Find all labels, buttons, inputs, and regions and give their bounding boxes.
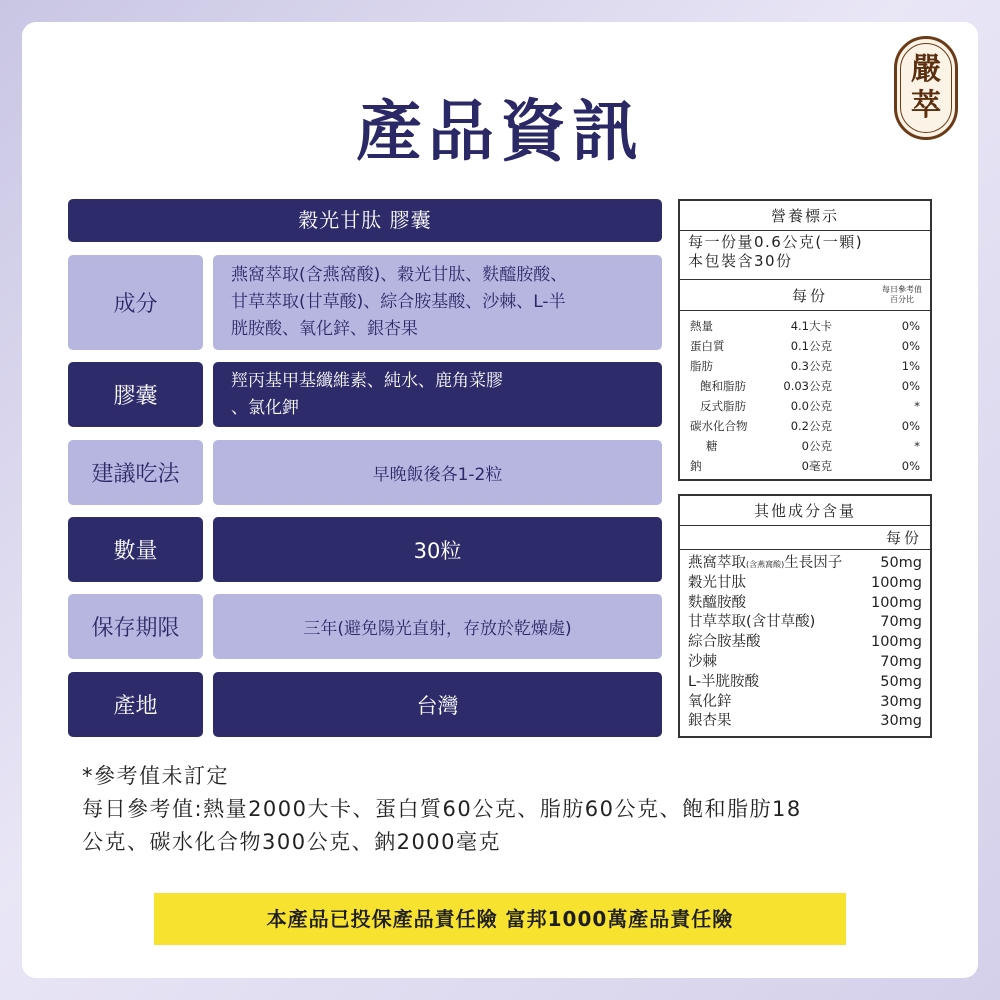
nutrition-serving bbox=[680, 231, 930, 280]
other-row bbox=[680, 653, 930, 673]
note-line-3: 公克、碳水化合物300公克、鈉2000毫克 bbox=[82, 830, 502, 854]
quantity-row bbox=[68, 517, 662, 582]
nutrient-name: 鈉 bbox=[690, 459, 702, 473]
note-line-2: 每日參考值:熱量2000大卡、蛋白質60公克、脂肪60公克、飽和脂肪18 bbox=[82, 797, 802, 821]
ingredients-row bbox=[68, 255, 662, 350]
daily-ref-header bbox=[882, 285, 922, 305]
capsule-line-1: 羥丙基甲基纖維素、純水、鹿角菜膠 bbox=[231, 370, 503, 391]
other-ingredients-table bbox=[678, 494, 932, 738]
other-per-serving: 每份 bbox=[680, 526, 930, 550]
other-name-part: 燕窩萃取 bbox=[688, 555, 746, 571]
nutrition-row bbox=[680, 316, 930, 336]
nutrition-row bbox=[680, 396, 930, 416]
nutrition-row bbox=[680, 336, 930, 356]
nutrient-percent: 0% bbox=[901, 459, 920, 473]
seal-char-1: 嚴 bbox=[911, 52, 941, 87]
other-amount: 100mg bbox=[870, 594, 922, 611]
other-amount: 70mg bbox=[880, 614, 922, 631]
seal-inner bbox=[900, 43, 952, 133]
other-amount: 100mg bbox=[870, 574, 922, 591]
nutrient-amount: 0.3公克 bbox=[790, 359, 832, 373]
nutrient-percent: 0% bbox=[901, 379, 920, 393]
nutrient-percent: 0% bbox=[901, 419, 920, 433]
capsule-row bbox=[68, 362, 662, 427]
daily-ref-line-2: 百分比 bbox=[890, 295, 914, 304]
nutrient-percent: 0% bbox=[901, 319, 920, 333]
quantity-label: 數量 bbox=[68, 517, 203, 582]
nutrient-percent: 1% bbox=[901, 359, 920, 373]
nutrient-name: 反式脂肪 bbox=[700, 399, 746, 413]
nutrition-header bbox=[680, 280, 930, 311]
brand-seal-logo bbox=[894, 36, 958, 140]
origin-row bbox=[68, 672, 662, 737]
usage-label: 建議吃法 bbox=[68, 440, 203, 505]
other-name: 銀杏果 bbox=[688, 713, 732, 730]
origin-value: 台灣 bbox=[213, 672, 662, 737]
nutrient-name: 蛋白質 bbox=[690, 339, 725, 353]
ingredients-line-2: 甘草萃取(甘草酸)、綜合胺基酸、沙棘、L-半 bbox=[231, 292, 566, 312]
ingredients-label: 成分 bbox=[68, 255, 203, 350]
other-row bbox=[680, 673, 930, 693]
other-name: 麩醯胺酸 bbox=[688, 594, 746, 611]
quantity-value: 30粒 bbox=[213, 517, 662, 582]
ingredients-line-3: 胱胺酸、氧化鋅、銀杏果 bbox=[231, 319, 418, 339]
shelf-life-value: 三年(避免陽光直射，存放於乾燥處) bbox=[213, 594, 662, 659]
other-row bbox=[680, 613, 930, 633]
nutrient-name: 碳水化合物 bbox=[690, 419, 748, 433]
nutrition-row bbox=[680, 356, 930, 376]
other-row bbox=[680, 594, 930, 614]
other-name: L-半胱胺酸 bbox=[688, 673, 760, 690]
other-rows bbox=[680, 550, 930, 732]
other-amount: 30mg bbox=[880, 713, 922, 730]
nutrient-amount: 0.0公克 bbox=[790, 399, 832, 413]
nutrient-amount: 0公克 bbox=[801, 439, 832, 453]
other-amount: 70mg bbox=[880, 653, 922, 670]
other-name: 氧化鋅 bbox=[688, 693, 732, 710]
serving-size: 每一份量0.6公克(一顆) bbox=[688, 233, 864, 251]
other-amount: 50mg bbox=[880, 555, 922, 571]
nutrition-row bbox=[680, 416, 930, 436]
reference-notes bbox=[82, 760, 942, 859]
nutrient-amount: 0.2公克 bbox=[790, 419, 832, 433]
nutrient-percent: * bbox=[914, 399, 920, 413]
ingredients-value bbox=[213, 255, 662, 350]
other-row bbox=[680, 693, 930, 713]
other-name-small: (含燕窩酸) bbox=[746, 560, 785, 569]
shelf-life-row bbox=[68, 594, 662, 659]
other-amount: 30mg bbox=[880, 693, 922, 710]
origin-label: 產地 bbox=[68, 672, 203, 737]
nutrient-percent: * bbox=[914, 439, 920, 453]
nutrition-facts-table bbox=[678, 199, 932, 481]
usage-row bbox=[68, 440, 662, 505]
other-row bbox=[680, 633, 930, 653]
servings-per-package: 本包裝含30份 bbox=[688, 252, 793, 270]
usage-value: 早晚飯後各1-2粒 bbox=[213, 440, 662, 505]
nutrient-name: 糖 bbox=[706, 439, 718, 453]
capsule-line-2: 、氯化鉀 bbox=[231, 397, 299, 418]
product-name-banner: 穀光甘肽 膠囊 bbox=[68, 199, 662, 242]
other-name: 穀光甘肽 bbox=[688, 574, 746, 591]
nutrient-amount: 0.03公克 bbox=[783, 379, 832, 393]
capsule-label: 膠囊 bbox=[68, 362, 203, 427]
nutrition-row bbox=[680, 376, 930, 396]
nutrition-row bbox=[680, 436, 930, 456]
insurance-banner: 本產品已投保產品責任險 富邦1000萬產品責任險 bbox=[154, 893, 846, 945]
other-name: 甘草萃取(含甘草酸) bbox=[688, 614, 816, 631]
other-title: 其他成分含量 bbox=[680, 496, 930, 526]
nutrient-amount: 0.1公克 bbox=[790, 339, 832, 353]
nutrient-name: 熱量 bbox=[690, 319, 713, 333]
nutrient-name: 脂肪 bbox=[690, 359, 713, 373]
nutrition-rows bbox=[680, 311, 930, 476]
shelf-life-label: 保存期限 bbox=[68, 594, 203, 659]
other-name-part: 生長因子 bbox=[784, 555, 843, 571]
other-row bbox=[680, 554, 930, 574]
other-name: 綜合胺基酸 bbox=[688, 634, 761, 651]
nutrition-title: 營養標示 bbox=[680, 201, 930, 231]
nutrition-row bbox=[680, 456, 930, 476]
nutrient-name: 飽和脂肪 bbox=[700, 379, 746, 393]
page-title: 產品資訊 bbox=[356, 92, 644, 170]
other-name: 沙棘 bbox=[688, 653, 717, 670]
nutrient-amount: 4.1大卡 bbox=[790, 319, 832, 333]
per-serving-header: 每份 bbox=[792, 287, 829, 305]
nutrient-amount: 0毫克 bbox=[801, 459, 832, 473]
other-row bbox=[680, 712, 930, 732]
ingredients-line-1: 燕窩萃取(含燕窩酸)、穀光甘肽、麩醯胺酸、 bbox=[231, 265, 568, 285]
other-amount: 100mg bbox=[870, 634, 922, 651]
other-amount: 50mg bbox=[880, 673, 922, 690]
other-row bbox=[680, 574, 930, 594]
daily-ref-line-1: 每日參考值 bbox=[882, 285, 922, 294]
other-name bbox=[688, 554, 842, 575]
note-line-1: *參考值未訂定 bbox=[82, 764, 229, 788]
seal-char-2: 萃 bbox=[911, 88, 941, 123]
nutrient-percent: 0% bbox=[901, 339, 920, 353]
capsule-value bbox=[213, 362, 662, 427]
